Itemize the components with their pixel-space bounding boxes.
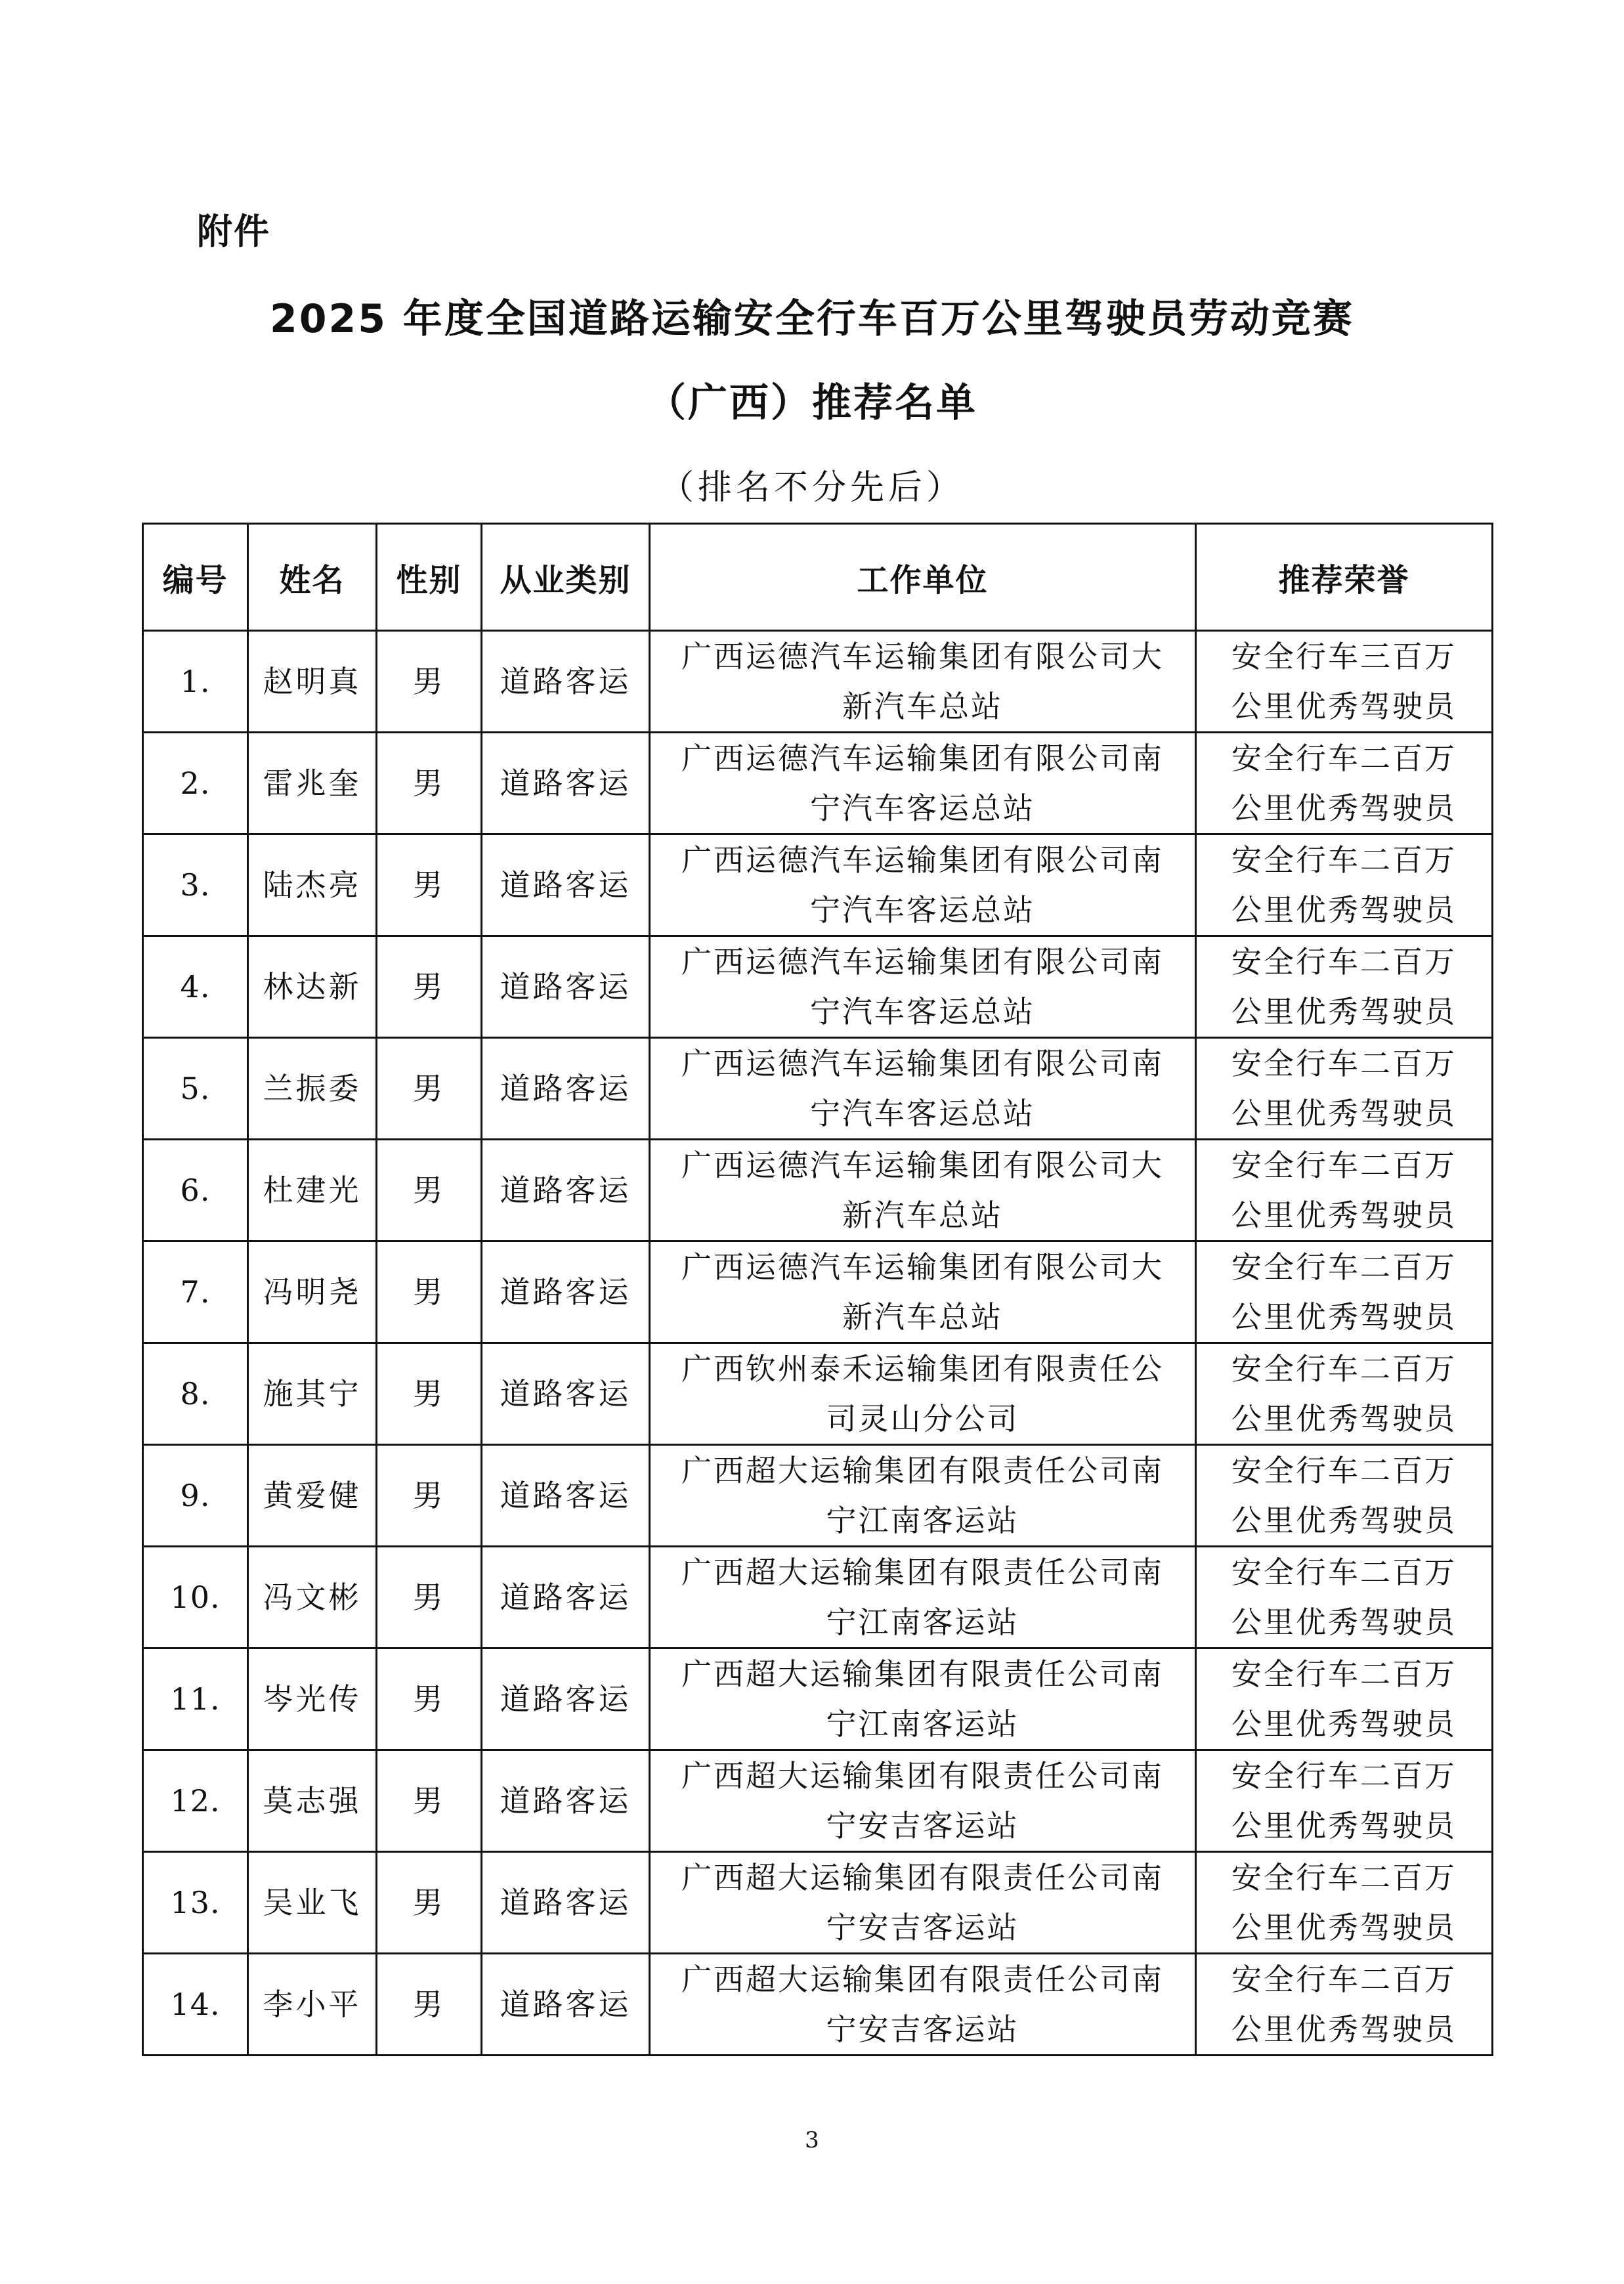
- employment-category: 道路客运: [482, 1445, 650, 1547]
- employment-category: 道路客运: [482, 834, 650, 936]
- work-unit-line-1: 广西运德汽车运输集团有限公司大: [681, 639, 1164, 674]
- driver-sex: 男: [377, 1140, 482, 1241]
- work-unit-line-1: 广西超大运输集团有限责任公司南: [681, 1758, 1164, 1794]
- work-unit-line-2: 宁江南客运站: [826, 1706, 1019, 1742]
- document-title-continued: （广西）推荐名单: [647, 380, 977, 426]
- work-unit-line-2: 宁安吉客运站: [826, 1910, 1019, 1945]
- recommended-honor-line-1: 安全行车二百万: [1231, 1962, 1457, 1997]
- driver-name: 陆杰亮: [248, 834, 377, 936]
- header-name: 姓名: [248, 524, 377, 631]
- table-row: [143, 1954, 1493, 2056]
- work-unit-line-1: 广西运德汽车运输集团有限公司南: [681, 741, 1164, 776]
- work-unit: [650, 1852, 1196, 1954]
- recommended-honor: [1196, 1038, 1493, 1140]
- driver-name: 雷兆奎: [248, 733, 377, 834]
- work-unit-line-1: 广西超大运输集团有限责任公司南: [681, 1453, 1164, 1488]
- work-unit-line-1: 广西超大运输集团有限责任公司南: [681, 1962, 1164, 1997]
- row-number: 2.: [143, 733, 248, 834]
- recommended-honor-line-1: 安全行车二百万: [1231, 1351, 1457, 1387]
- work-unit-line-2: 新汽车总站: [842, 1197, 1003, 1233]
- driver-name: 冯文彬: [248, 1547, 377, 1648]
- employment-category: 道路客运: [482, 936, 650, 1038]
- work-unit: [650, 834, 1196, 936]
- table-row: [143, 1750, 1493, 1852]
- recommended-honor: [1196, 1852, 1493, 1954]
- work-unit-line-1: 广西运德汽车运输集团有限公司南: [681, 842, 1164, 878]
- table-body: [143, 631, 1493, 2056]
- driver-name: 黄爱健: [248, 1445, 377, 1547]
- recommended-honor-line-2: 公里优秀驾驶员: [1231, 1605, 1457, 1640]
- recommended-honor: [1196, 1241, 1493, 1343]
- work-unit: [650, 1140, 1196, 1241]
- employment-category: 道路客运: [482, 1648, 650, 1750]
- driver-name: 吴业飞: [248, 1852, 377, 1954]
- work-unit-line-2: 新汽车总站: [842, 689, 1003, 724]
- recommended-honor: [1196, 834, 1493, 936]
- table-row: [143, 1547, 1493, 1648]
- driver-name: 赵明真: [248, 631, 377, 733]
- recommended-honor: [1196, 1140, 1493, 1241]
- row-number: 4.: [143, 936, 248, 1038]
- recommended-honor: [1196, 1750, 1493, 1852]
- recommended-honor: [1196, 733, 1493, 834]
- employment-category: 道路客运: [482, 1954, 650, 2056]
- driver-sex: 男: [377, 1445, 482, 1547]
- work-unit-line-1: 广西运德汽车运输集团有限公司大: [681, 1148, 1164, 1183]
- header-category: 从业类别: [482, 524, 650, 631]
- work-unit-line-1: 广西运德汽车运输集团有限公司大: [681, 1249, 1164, 1285]
- driver-name: 冯明尧: [248, 1241, 377, 1343]
- employment-category: 道路客运: [482, 1241, 650, 1343]
- row-number: 8.: [143, 1343, 248, 1445]
- table-row: [143, 1648, 1493, 1750]
- work-unit: [650, 1954, 1196, 2056]
- work-unit: [650, 1445, 1196, 1547]
- row-number: 9.: [143, 1445, 248, 1547]
- document-title: 2025 年度全国道路运输安全行车百万公里驾驶员劳动竞赛: [270, 296, 1354, 342]
- row-number: 10.: [143, 1547, 248, 1648]
- header-sex: 性别: [377, 524, 482, 631]
- header-work-unit: 工作单位: [650, 524, 1196, 631]
- row-number: 1.: [143, 631, 248, 733]
- work-unit: [650, 1547, 1196, 1648]
- recommended-honor-line-1: 安全行车二百万: [1231, 1046, 1457, 1081]
- recommended-honor: [1196, 1445, 1493, 1547]
- row-number: 3.: [143, 834, 248, 936]
- recommended-honor-line-1: 安全行车二百万: [1231, 741, 1457, 776]
- table-row: [143, 936, 1493, 1038]
- driver-name: 施其宁: [248, 1343, 377, 1445]
- driver-name: 杜建光: [248, 1140, 377, 1241]
- recommended-honor-line-2: 公里优秀驾驶员: [1231, 1503, 1457, 1538]
- work-unit: [650, 733, 1196, 834]
- work-unit-line-1: 广西运德汽车运输集团有限公司南: [681, 944, 1164, 980]
- driver-sex: 男: [377, 1852, 482, 1954]
- work-unit: [650, 1750, 1196, 1852]
- work-unit-line-2: 宁安吉客运站: [826, 2012, 1019, 2047]
- driver-name: 岑光传: [248, 1648, 377, 1750]
- row-number: 7.: [143, 1241, 248, 1343]
- work-unit-line-1: 广西超大运输集团有限责任公司南: [681, 1656, 1164, 1692]
- recommended-honor-line-1: 安全行车二百万: [1231, 944, 1457, 980]
- work-unit: [650, 936, 1196, 1038]
- work-unit-line-1: 广西钦州泰禾运输集团有限责任公: [681, 1351, 1164, 1387]
- recommended-honor-line-1: 安全行车三百万: [1231, 639, 1457, 674]
- recommended-honor-line-2: 公里优秀驾驶员: [1231, 2012, 1457, 2047]
- row-number: 5.: [143, 1038, 248, 1140]
- recommended-honor-line-2: 公里优秀驾驶员: [1231, 1299, 1457, 1335]
- employment-category: 道路客运: [482, 631, 650, 733]
- driver-name: 莫志强: [248, 1750, 377, 1852]
- table-row: [143, 733, 1493, 834]
- work-unit-line-1: 广西超大运输集团有限责任公司南: [681, 1555, 1164, 1590]
- driver-sex: 男: [377, 1547, 482, 1648]
- work-unit-line-2: 宁汽车客运总站: [810, 892, 1035, 928]
- recommended-honor-line-1: 安全行车二百万: [1231, 1860, 1457, 1895]
- work-unit: [650, 1241, 1196, 1343]
- employment-category: 道路客运: [482, 1547, 650, 1648]
- recommended-honor-line-2: 公里优秀驾驶员: [1231, 1910, 1457, 1945]
- recommended-honor-line-1: 安全行车二百万: [1231, 1758, 1457, 1794]
- recommended-honor-line-2: 公里优秀驾驶员: [1231, 1096, 1457, 1131]
- work-unit-line-2: 宁汽车客运总站: [810, 790, 1035, 826]
- driver-sex: 男: [377, 1648, 482, 1750]
- recommended-honor-line-2: 公里优秀驾驶员: [1231, 1401, 1457, 1436]
- employment-category: 道路客运: [482, 1038, 650, 1140]
- recommended-honor: [1196, 1547, 1493, 1648]
- attachment-label: 附件: [197, 211, 270, 252]
- table-row: [143, 1343, 1493, 1445]
- employment-category: 道路客运: [482, 1750, 650, 1852]
- work-unit-line-2: 新汽车总站: [842, 1299, 1003, 1335]
- table-row: [143, 834, 1493, 936]
- driver-sex: 男: [377, 1954, 482, 2056]
- row-number: 11.: [143, 1648, 248, 1750]
- recommended-honor-line-2: 公里优秀驾驶员: [1231, 892, 1457, 928]
- work-unit-line-2: 宁安吉客运站: [826, 1808, 1019, 1843]
- table-row: [143, 1852, 1493, 1954]
- employment-category: 道路客运: [482, 733, 650, 834]
- header-honor: 推荐荣誉: [1196, 524, 1493, 631]
- ranking-note: （排名不分先后）: [659, 468, 964, 507]
- table-row: [143, 1445, 1493, 1547]
- work-unit-line-2: 宁江南客运站: [826, 1503, 1019, 1538]
- employment-category: 道路客运: [482, 1140, 650, 1241]
- employment-category: 道路客运: [482, 1343, 650, 1445]
- recommended-honor: [1196, 1343, 1493, 1445]
- recommended-honor-line-2: 公里优秀驾驶员: [1231, 689, 1457, 724]
- row-number: 14.: [143, 1954, 248, 2056]
- recommended-honor-line-1: 安全行车二百万: [1231, 1148, 1457, 1183]
- work-unit: [650, 1648, 1196, 1750]
- row-number: 13.: [143, 1852, 248, 1954]
- recommended-honor-line-2: 公里优秀驾驶员: [1231, 1808, 1457, 1843]
- work-unit: [650, 1038, 1196, 1140]
- work-unit-line-2: 宁江南客运站: [826, 1605, 1019, 1640]
- recommended-honor-line-2: 公里优秀驾驶员: [1231, 994, 1457, 1029]
- table-row: [143, 1038, 1493, 1140]
- driver-sex: 男: [377, 631, 482, 733]
- driver-sex: 男: [377, 733, 482, 834]
- driver-sex: 男: [377, 1241, 482, 1343]
- work-unit-line-1: 广西运德汽车运输集团有限公司南: [681, 1046, 1164, 1081]
- page-number: 3: [805, 2127, 819, 2153]
- driver-sex: 男: [377, 834, 482, 936]
- table-row: [143, 1140, 1493, 1241]
- work-unit-line-2: 宁汽车客运总站: [810, 994, 1035, 1029]
- table-row: [143, 1241, 1493, 1343]
- nominee-table: [142, 523, 1493, 2056]
- recommended-honor-line-1: 安全行车二百万: [1231, 1453, 1457, 1488]
- work-unit-line-2: 司灵山分公司: [826, 1401, 1019, 1436]
- driver-name: 林达新: [248, 936, 377, 1038]
- recommended-honor-line-2: 公里优秀驾驶员: [1231, 1706, 1457, 1742]
- work-unit-line-1: 广西超大运输集团有限责任公司南: [681, 1860, 1164, 1895]
- work-unit-line-2: 宁汽车客运总站: [810, 1096, 1035, 1131]
- recommended-honor-line-2: 公里优秀驾驶员: [1231, 1197, 1457, 1233]
- recommended-honor: [1196, 1954, 1493, 2056]
- recommended-honor-line-1: 安全行车二百万: [1231, 1555, 1457, 1590]
- driver-name: 李小平: [248, 1954, 377, 2056]
- driver-sex: 男: [377, 1038, 482, 1140]
- row-number: 12.: [143, 1750, 248, 1852]
- row-number: 6.: [143, 1140, 248, 1241]
- work-unit: [650, 1343, 1196, 1445]
- table-header-row: [143, 524, 1493, 631]
- work-unit: [650, 631, 1196, 733]
- recommended-honor: [1196, 936, 1493, 1038]
- recommended-honor-line-2: 公里优秀驾驶员: [1231, 790, 1457, 826]
- driver-sex: 男: [377, 1750, 482, 1852]
- driver-sex: 男: [377, 936, 482, 1038]
- header-number: 编号: [143, 524, 248, 631]
- recommended-honor-line-1: 安全行车二百万: [1231, 1249, 1457, 1285]
- employment-category: 道路客运: [482, 1852, 650, 1954]
- recommended-honor-line-1: 安全行车二百万: [1231, 1656, 1457, 1692]
- recommended-honor: [1196, 1648, 1493, 1750]
- driver-sex: 男: [377, 1343, 482, 1445]
- driver-name: 兰振委: [248, 1038, 377, 1140]
- recommended-honor: [1196, 631, 1493, 733]
- recommended-honor-line-1: 安全行车二百万: [1231, 842, 1457, 878]
- table-row: [143, 631, 1493, 733]
